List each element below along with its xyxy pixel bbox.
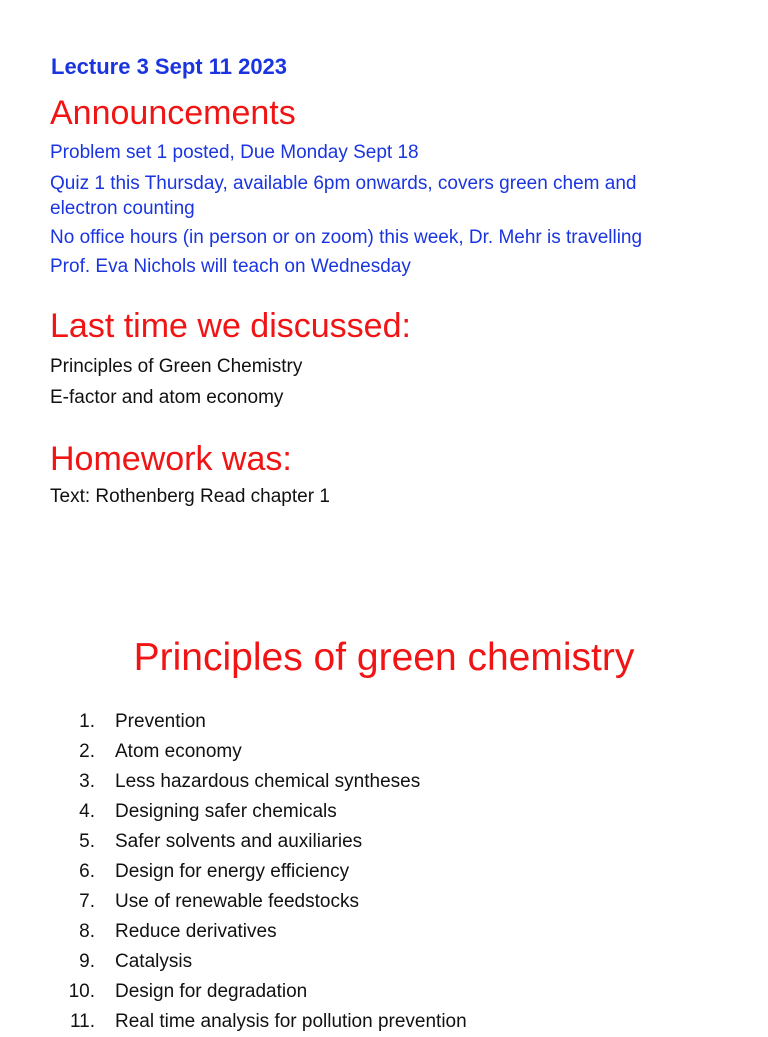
list-item: [62, 767, 467, 797]
list-item-text: Less hazardous chemical syntheses: [115, 771, 421, 792]
list-item-number: 5.: [79, 831, 95, 852]
announcement-line: Quiz 1 this Thursday, available 6pm onwards, covers green chem and: [50, 173, 637, 194]
list-item-number: 3.: [79, 771, 95, 792]
principles-list: [62, 707, 467, 1037]
lecture-title: Lecture 3 Sept 11 2023: [51, 54, 288, 79]
list-item: [62, 707, 467, 737]
list-item-text: Use of renewable feedstocks: [115, 891, 359, 912]
list-item: [62, 977, 467, 1007]
last-time-line: E-factor and atom economy: [50, 387, 284, 408]
list-item-text: Design for energy efficiency: [115, 861, 350, 882]
list-item-text: Safer solvents and auxiliaries: [115, 831, 363, 852]
homework-heading: Homework was:: [50, 440, 292, 478]
list-item: [62, 887, 467, 917]
list-item-number: 2.: [79, 741, 95, 762]
list-item-text: Catalysis: [115, 951, 193, 972]
list-item: [62, 1007, 467, 1037]
list-item-number: 1.: [79, 711, 95, 732]
list-item: [62, 857, 467, 887]
announcements-heading: Announcements: [50, 94, 296, 132]
list-item-text: Prevention: [115, 711, 206, 732]
last-time-line: Principles of Green Chemistry: [50, 356, 303, 377]
list-item-text: Designing safer chemicals: [115, 801, 337, 822]
announcement-line: Prof. Eva Nichols will teach on Wednesday: [50, 256, 411, 277]
announcement-line: No office hours (in person or on zoom) this week, Dr. Mehr is travelling: [50, 227, 643, 248]
list-item-text: Atom economy: [115, 741, 242, 762]
list-item-number: 6.: [79, 861, 95, 882]
list-item-number: 7.: [79, 891, 95, 912]
list-item: [62, 797, 467, 827]
announcement-line: electron counting: [50, 198, 195, 219]
list-item-text: Reduce derivatives: [115, 921, 277, 942]
list-item-number: 8.: [79, 921, 95, 942]
announcement-line: Problem set 1 posted, Due Monday Sept 18: [50, 142, 419, 163]
homework-line: Text: Rothenberg Read chapter 1: [50, 486, 330, 507]
list-item: [62, 827, 467, 857]
last-time-heading: Last time we discussed:: [50, 307, 411, 345]
list-item-text: Design for degradation: [115, 981, 308, 1002]
list-item: [62, 917, 467, 947]
list-item-number: 4.: [79, 801, 95, 822]
list-item: [62, 737, 467, 767]
list-item-text: Real time analysis for pollution prevention: [115, 1011, 467, 1032]
list-item: [62, 947, 467, 977]
list-item-number: 10.: [68, 981, 95, 1002]
list-item-number: 9.: [79, 951, 95, 972]
list-item-number: 11.: [69, 1011, 95, 1032]
principles-title: Principles of green chemistry: [133, 636, 635, 679]
